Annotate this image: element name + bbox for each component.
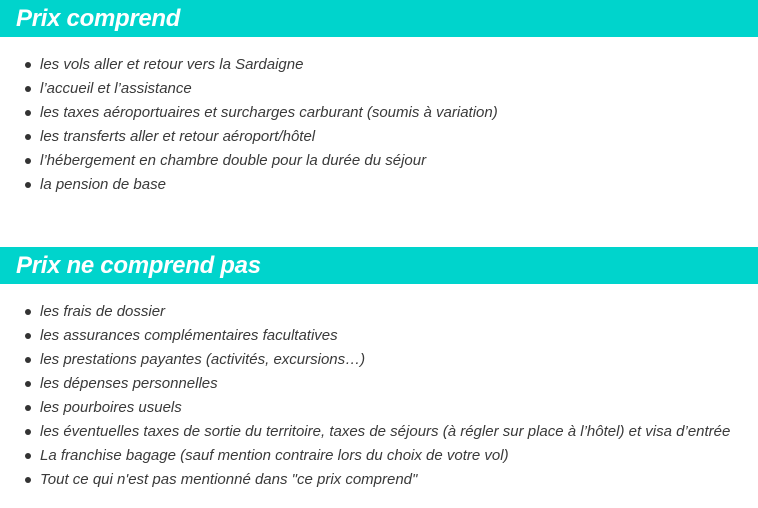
list-item: les dépenses personnelles xyxy=(0,372,730,396)
excluded-list xyxy=(0,300,730,492)
list-item: l’hébergement en chambre double pour la durée du séjour xyxy=(0,149,498,173)
included-section-title: Prix comprend xyxy=(0,0,758,37)
list-item: les vols aller et retour vers la Sardaigne xyxy=(0,53,498,77)
list-item: l’accueil et l’assistance xyxy=(0,77,498,101)
list-item: les assurances complémentaires facultatives xyxy=(0,324,730,348)
list-item: les pourboires usuels xyxy=(0,396,730,420)
list-item: la pension de base xyxy=(0,173,498,197)
list-item: les éventuelles taxes de sortie du territoire, taxes de séjours (à régler sur place à l’hôtel) et visa d’entrée xyxy=(0,420,730,444)
list-item: les prestations payantes (activités, excursions…) xyxy=(0,348,730,372)
list-item: les frais de dossier xyxy=(0,300,730,324)
list-item: Tout ce qui n'est pas mentionné dans "ce prix comprend" xyxy=(0,468,730,492)
list-item: La franchise bagage (sauf mention contraire lors du choix de votre vol) xyxy=(0,444,730,468)
list-item: les transferts aller et retour aéroport/hôtel xyxy=(0,125,498,149)
list-item: les taxes aéroportuaires et surcharges carburant (soumis à variation) xyxy=(0,101,498,125)
excluded-section-title: Prix ne comprend pas xyxy=(0,247,758,284)
included-list xyxy=(0,53,498,197)
